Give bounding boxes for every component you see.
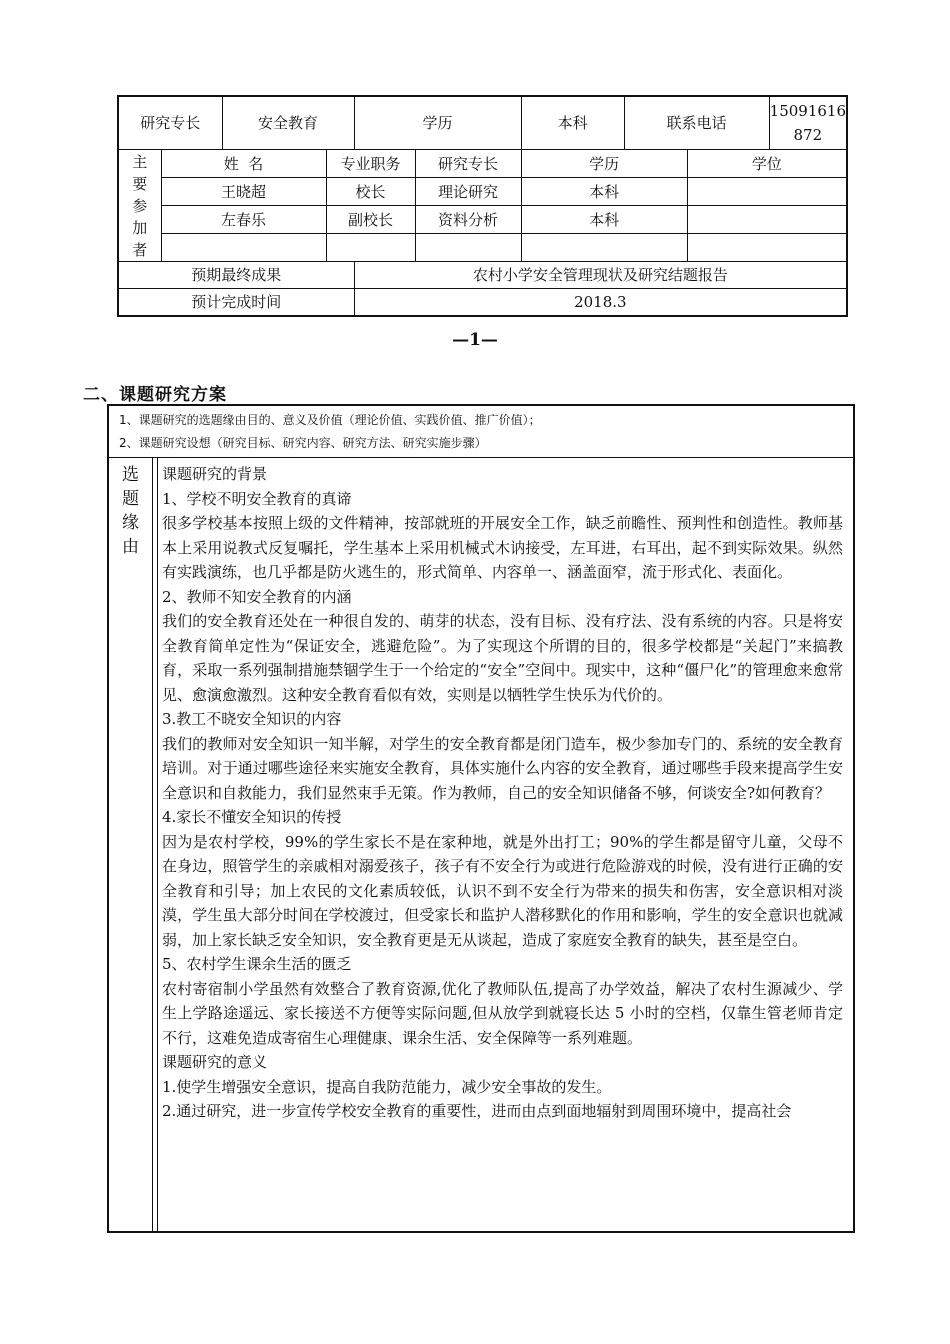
- member-row: [118, 234, 847, 262]
- project-info-table: [117, 95, 848, 317]
- member-row: [118, 206, 847, 234]
- content-subheading: 1、学校不明安全教育的真谛: [162, 489, 352, 508]
- content-paragraph: 因为是农村学校，99%的学生家长不是在家种地，就是外出打工；90%的学生都是留守儿童，父母不在身边，照管学生的亲戚相对溺爱孩子，孩子有不安全行为或进行危险游戏的时候，没有进行正确的安全教育和引导；加上农民的文化素质较低，认识不到不安全行为带来的损失和伤害，安全意识相对淡漠，学生虽大部分时间在学校渡过，但受家长和监护人潜移默化的作用和影响，学生的安全意识也就减弱，加上家长缺乏安全知识，安全教育更是无从谈起，造成了家庭安全教育的缺失，甚至是空白。: [162, 832, 843, 949]
- member-name: 王晓超: [161, 178, 326, 206]
- completion-time-label: 预计完成时间: [118, 289, 354, 317]
- column-divider: [152, 458, 153, 1231]
- research-specialty-label: 研究专长: [118, 96, 222, 150]
- education-label: 学历: [354, 96, 521, 150]
- phone-value: [769, 96, 847, 150]
- member-title-header: 专业职务: [326, 150, 415, 178]
- research-specialty-value: 安全教育: [222, 96, 354, 150]
- member-education: 本科: [521, 206, 687, 234]
- member-specialty: 资料分析: [415, 206, 521, 234]
- member-name: [161, 234, 326, 262]
- member-specialty-header: 研究专长: [415, 150, 521, 178]
- completion-time-value: 2018.3: [354, 289, 847, 317]
- member-degree-header: 学位: [687, 150, 847, 178]
- plan-body: [109, 458, 853, 1231]
- research-plan-box: [107, 404, 855, 1233]
- content-subheading: 3.教工不晓安全知识的内容: [162, 710, 342, 728]
- content-paragraph: 很多学校基本按照上级的文件精神，按部就班的开展安全工作，缺乏前瞻性、预判性和创造性。教师基本上采用说教式反复嘱托，学生基本上采用机械式木讷接受，左耳进，右耳出，起不到实际效果。纵然有实践演练，也几乎都是防火逃生的，形式简单、内容单一、涵盖面窄，流于形式化、表面化。: [162, 514, 843, 581]
- content-paragraph: 农村寄宿制小学虽然有效整合了教育资源,优化了教师队伍,提高了办学效益，解决了农村生源减少、学生上学路途遥远、家长接送不方便等实际问题,但从放学到就寝长达 5 小时的空档，仅靠生管老师肯定不行，这难免造成寄宿生心理健康、课余生活、安全保障等一系列难题。: [162, 979, 843, 1047]
- content-subheading: 2、教师不知安全教育的内涵: [162, 587, 352, 606]
- section-heading: 二、课题研究方案: [83, 385, 227, 405]
- plan-instructions: [109, 406, 853, 458]
- plan-instruction-2: 2、课题研究设想（研究目标、研究内容、研究方法、研究实施步骤）: [119, 436, 487, 450]
- member-degree: [687, 178, 847, 206]
- member-education-header: 学历: [521, 150, 687, 178]
- member-title: [326, 234, 415, 262]
- member-title: 副校长: [326, 206, 415, 234]
- phone-line-2: 872: [793, 126, 823, 144]
- member-education: 本科: [521, 178, 687, 206]
- education-value: 本科: [521, 96, 624, 150]
- page-number: —1—: [452, 330, 498, 350]
- content-paragraph: 我们的教师对安全知识一知半解，对学生的安全教育都是闭门造车，极少参加专门的、系统的安全教育培训。对于通过哪些途径来实施安全教育，具体实施什么内容的安全教育，通过哪些手段来提高学生安全意识和自救能力，我们显然束手无策。作为教师，自己的安全知识储备不够，何谈安全?如何教育？: [162, 734, 843, 802]
- phone-label: 联系电话: [624, 96, 769, 150]
- expected-outcome-label: 预期最终成果: [118, 262, 354, 289]
- plan-instruction-1: 1、课题研究的选题缘由目的、意义及价值（理论价值、实践价值、推广价值）；: [119, 413, 541, 427]
- content-paragraph: 我们的安全教育还处在一种很自发的、萌芽的状态，没有目标、没有疗法、没有系统的内容。只是将安全教育简单定性为“保证安全，逃避危险”。为了实现这个所谓的目的，很多学校都是“关起门”来搞教育，采取一系列强制措施禁锢学生于一个给定的“安全”空间中。现实中，这种“僵尸化”的管理愈来愈常见、愈演愈激烈。这种安全教育看似有效，实则是以牺牲学生快乐为代价的。: [162, 612, 843, 704]
- member-row: [118, 178, 847, 206]
- content-heading: 课题研究的背景: [162, 465, 268, 483]
- member-name-header: 姓 名: [161, 150, 326, 178]
- column-divider: [157, 458, 158, 1231]
- member-specialty: 理论研究: [415, 178, 521, 206]
- content-subheading: 4.家长不懂安全知识的传授: [162, 808, 342, 826]
- phone-line-1: 15091616: [769, 102, 847, 120]
- member-degree: [687, 234, 847, 262]
- plan-content: [162, 462, 843, 1231]
- content-paragraph: 1.使学生增强安全意识，提高自我防范能力，减少安全事故的发生。: [162, 1077, 612, 1096]
- content-subheading: 5、农村学生课余生活的匮乏: [162, 955, 352, 973]
- content-paragraph: 2.通过研究，进一步宣传学校安全教育的重要性，进而由点到面地辐射到周围环境中，提高社会: [162, 1102, 792, 1120]
- expected-outcome-value: 农村小学安全管理现状及研究结题报告: [354, 262, 847, 289]
- topic-rationale-label: 选 题 缘 由: [122, 465, 139, 557]
- member-specialty: [415, 234, 521, 262]
- member-name: 左春乐: [161, 206, 326, 234]
- main-participants-label: 主 要 参 加 者: [118, 150, 161, 262]
- member-degree: [687, 206, 847, 234]
- member-education: [521, 234, 687, 262]
- content-heading: 课题研究的意义: [162, 1053, 268, 1071]
- member-title: 校长: [326, 178, 415, 206]
